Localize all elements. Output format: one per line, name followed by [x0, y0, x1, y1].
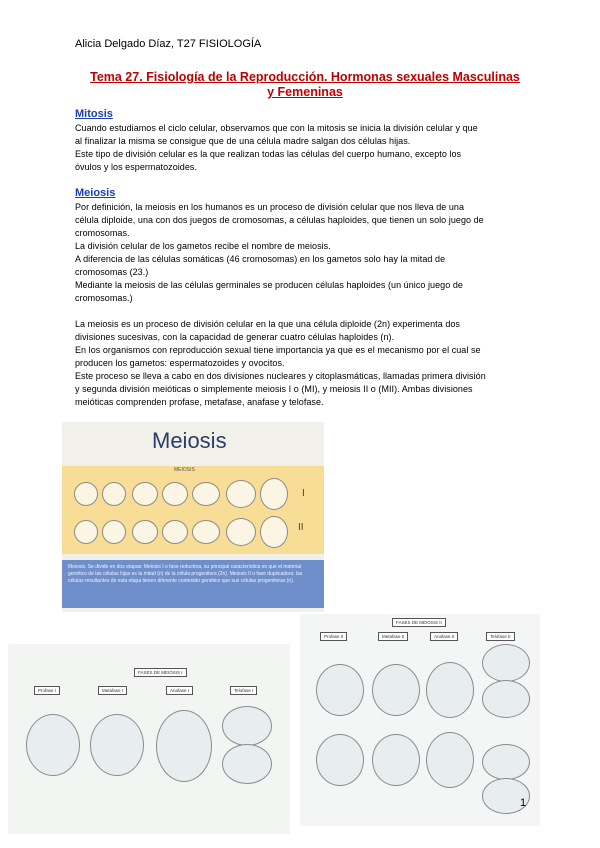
cell-diagram	[74, 482, 98, 506]
text-line: y segunda división meióticas o simplemente meiosis I o (MI), y meiosis II o (MII). Ambas divisiones	[75, 384, 473, 394]
document-author: Alicia Delgado Díaz, T27 FISIOLOGÍA	[75, 38, 262, 50]
cell-diagram	[260, 516, 288, 548]
title-line-2: y Femeninas	[267, 85, 343, 99]
cell-diagram	[156, 710, 212, 782]
text-line: al finalizar la misma se consigue que de una célula madre salgan dos células hijas.	[75, 136, 411, 146]
cell-diagram	[372, 664, 420, 716]
meiosis-i-figure	[8, 644, 290, 834]
text-line: La meiosis es un proceso de división celular en la que una célula diploide (2n) experimenta dos	[75, 319, 460, 329]
cell-diagram	[74, 520, 98, 544]
phase-label: Anafase I	[166, 686, 193, 695]
cell-diagram	[192, 482, 220, 506]
cell-diagram	[102, 482, 126, 506]
cell-diagram	[426, 662, 474, 718]
figure-header: FASES DE MEIOSIS II	[392, 618, 446, 627]
band-label: MEIOSIS	[174, 467, 195, 473]
phase-label: Telofase II	[486, 632, 515, 641]
cell-diagram	[426, 732, 474, 788]
cell-diagram	[260, 478, 288, 510]
phase-label: Anafase II	[430, 632, 458, 641]
phase-label: Profase I	[34, 686, 60, 695]
phase-label: Metafase I	[98, 686, 127, 695]
text-line: cromosomas.)	[75, 293, 133, 303]
cell-diagram	[90, 714, 144, 776]
text-line: A diferencia de las células somáticas (46 cromosomas) en los gametos solo hay la mitad de	[75, 254, 446, 264]
text-line: En los organismos con reproducción sexual tiene importancia ya que es el mecanismo por el cual se	[75, 345, 481, 355]
text-line: cromosomas.	[75, 228, 130, 238]
text-line: Por definición, la meiosis en los humanos es un proceso de división celular que nos lleva de una	[75, 202, 465, 212]
text-line: Este tipo de división celular es la que realizan todas las células del cuerpo humano, excepto los	[75, 149, 462, 159]
text-line	[75, 305, 486, 318]
cell-diagram	[26, 714, 80, 776]
cell-diagram	[192, 520, 220, 544]
row-label-2: II	[298, 522, 304, 533]
meiosis-figure	[62, 422, 324, 612]
cell-diagram	[226, 480, 256, 508]
figure-title: Meiosis	[152, 428, 227, 453]
meiosis-heading: Meiosis	[75, 187, 116, 199]
mitosis-paragraph	[75, 122, 478, 174]
cell-diagram	[222, 706, 272, 746]
text-line: La división celular de los gametos recibe el nombre de meiosis.	[75, 241, 331, 251]
meiosis-ii-figure	[300, 614, 540, 826]
cell-diagram	[226, 518, 256, 546]
title-line-1: Tema 27. Fisiología de la Reproducción. Hormonas sexuales Masculinas	[90, 70, 520, 84]
cell-diagram	[222, 744, 272, 784]
cell-diagram	[132, 482, 158, 506]
cell-diagram	[482, 680, 530, 718]
text-line: Mediante la meiosis de las células germinales se producen células haploides (un único juego de	[75, 280, 463, 290]
cell-diagram	[162, 520, 188, 544]
text-line: Este proceso se lleva a cabo en dos divisiones nucleares y citoplasmáticas, llamadas primera división	[75, 371, 486, 381]
text-line: cromosomas (23.)	[75, 267, 149, 277]
phase-label: Profase II	[320, 632, 347, 641]
figure-caption: Meiosis. Se divide en dos etapas: Meiosis I o fase reductora, su principal característica es que el material genético de las células hijas es la mitad (n) de la célula progenitora (2n). Meiosis II o fase duplicadora: las células resultantes de esta etapa tienen diferente contenido genético que sus células progenitoras (n).	[62, 560, 324, 608]
text-line: producen los gametos: espermatozoides y ovocitos.	[75, 358, 285, 368]
cell-diagram	[482, 644, 530, 682]
text-line: célula diploide, una con dos juegos de cromosomas, a células haploides, que tienen un solo juego de	[75, 215, 484, 225]
meiosis-paragraph	[75, 201, 486, 409]
phase-label: Telofase I	[230, 686, 257, 695]
cell-diagram	[102, 520, 126, 544]
cell-diagram	[316, 664, 364, 716]
cell-diagram	[132, 520, 158, 544]
page-number: 1	[520, 797, 527, 809]
text-line: Cuando estudiamos el ciclo celular, observamos que con la mitosis se inicia la división celular y que	[75, 123, 478, 133]
cell-diagram	[162, 482, 188, 506]
figure-header: FASES DE MEIOSIS I	[134, 668, 187, 677]
cell-diagram	[316, 734, 364, 786]
text-line: óvulos y los espermatozoides.	[75, 162, 198, 172]
phase-label: Metafase II	[378, 632, 408, 641]
row-label-1: I	[302, 488, 305, 499]
mitosis-heading: Mitosis	[75, 108, 113, 120]
text-line: meióticas comprenden profase, metafase, anafase y telofase.	[75, 397, 324, 407]
text-line: divisiones sucesivas, con la capacidad de generar cuatro células haploides (n).	[75, 332, 395, 342]
document-title	[70, 70, 540, 100]
cell-diagram	[372, 734, 420, 786]
cell-diagram	[482, 744, 530, 780]
